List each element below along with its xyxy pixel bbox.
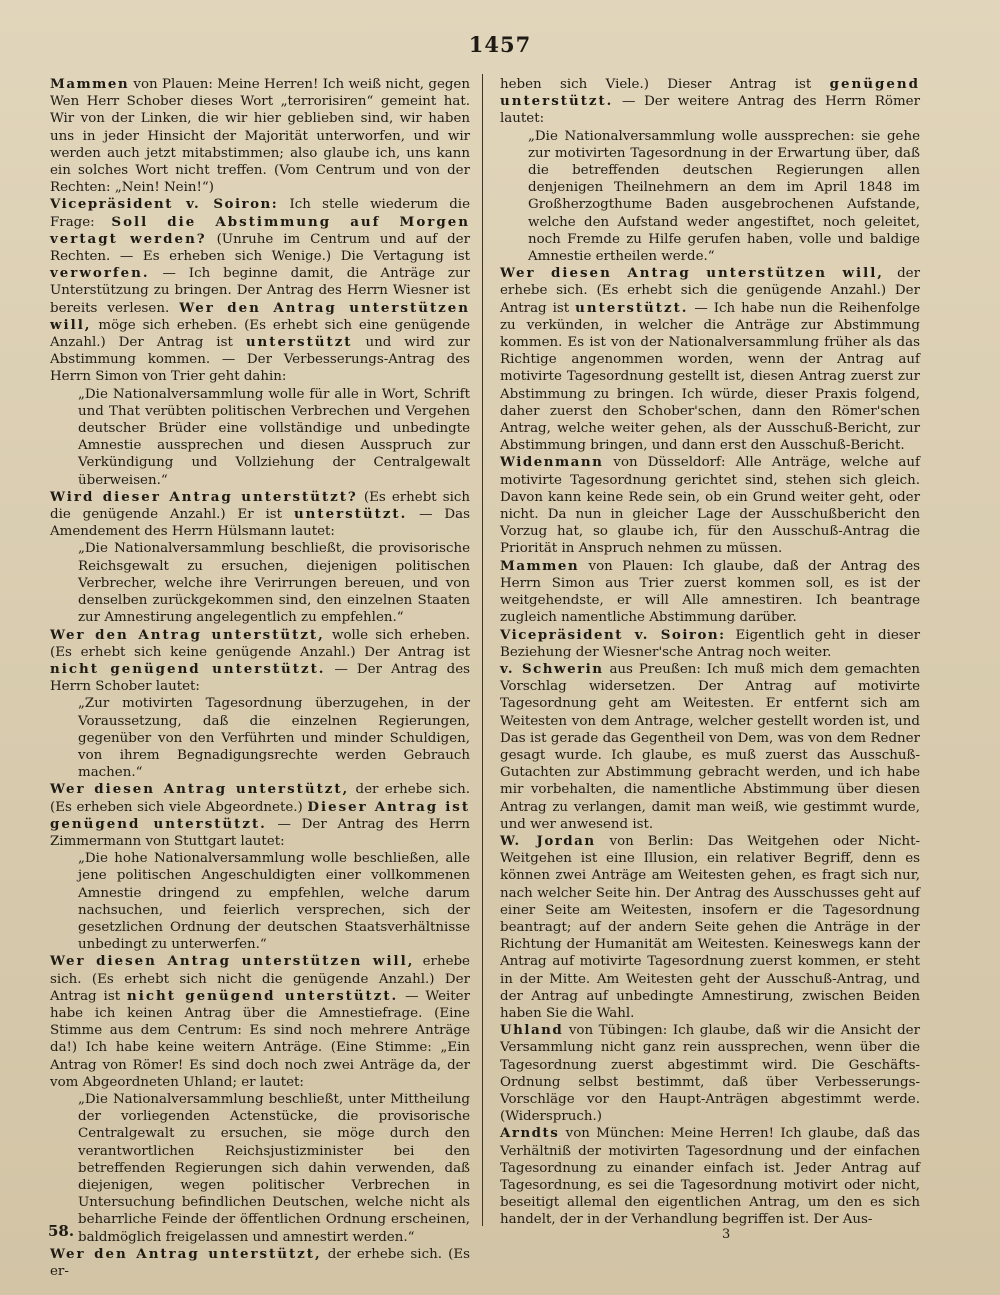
page-number: 1457 xyxy=(468,32,532,57)
paragraph: Mammen von Plauen: Meine Herren! Ich weiß nicht, gegen Wen Herr Schober dieses Wort „terrorisiren“ gemeint hat. Wir von der Linken, die wir hier geblieben sind, wir haben uns in jeder Hinsicht der Majorität unterworfen, und wir werden auch jetzt mitabstimmen; also glaube ich, uns kann ein solches Wort nicht treffen. (Vom Centrum und von der Rechten: „Nein! Nein!“) xyxy=(50,76,470,196)
paragraph: Wird dieser Antrag unterstützt? (Es erhebt sich die genügende Anzahl.) Er ist unterstützt. — Das Amendement des Herrn Hülsmann lautet: xyxy=(50,488,471,540)
speaker-name: Mammen xyxy=(50,76,130,92)
speaker-name: Uhland xyxy=(500,1022,564,1039)
paragraph: Wer diesen Antrag unterstützen will, der erhebe sich. (Es erhebt sich die genügende Anzahl.) Der Antrag ist unterstützt. — Ich habe nun die Reihenfolge zu verkünden, in welcher die Anträge zur Abstimmung kommen. Es ist von der Nationalversammlung früher als das Richtige angenommen worden, wenn der Antrag auf motivirte Tagesordnung gestellt ist, diesen Antrag zuerst zur Abstimmung zu bringen. Ich würde, dieser Praxis folgend, daher zuerst den Schober'schen, dann den Römer'schen Antrag, welche weiter gehen, als der Ausschuß-Bericht, zur Abstimmung bringen, und dann erst den Ausschuß-Bericht. xyxy=(500,265,921,454)
paragraph: W. Jordan von Berlin: Das Weitgehen oder Nicht-Weitgehen ist eine Illusion, ein relativer Begriff, denn es können zwei Anträge am Weitesten gehen, es fragt sich nur, nach welcher Seite hin. Der Antrag des Ausschusses geht auf einer Seite am Weitesten, insofern er die Tagesordnung beantragt; auf der andern Seite gehen die Anträge in der Richtung der Humanität am Weitesten. Keineswegs kann der Antrag auf motivirte Tagesordnung zuerst kommen, er steht in der Mitte. Am Weitesten geht der Ausschuß-Antrag, und der Antrag auf unbedingte Amnestirung, zwischen Beiden haben Sie die Wahl. xyxy=(500,832,921,1021)
paragraph: Arndts von München: Meine Herren! Ich glaube, daß das Verhältniß der motivirten Tagesordnung und der einfachen Tagesordnung zu einander einfach ist. Jeder Antrag auf Tagesordnung, es sei die Tagesordnung motivirt oder nicht, beseitigt allemal den eigentlichen Antrag, um den es sich handelt, der in der Verhandlung begriffen ist. Der Aus- xyxy=(500,1125,920,1228)
paragraph: Wer den Antrag unterstützt, wolle sich erheben. (Es erhebt sich keine genügende Anzahl.) Der Antrag ist nicht genügend unterstützt. — Der Antrag des Herrn Schober lautet: xyxy=(50,626,471,695)
paragraph: Widenmann von Düsseldorf: Alle Anträge, welche auf motivirte Tagesordnung gerichtet sind, stehen sich gleich. Davon kann keine Rede sein, ob ein Grund weiter geht, oder nicht. Da nun in gleicher Lage der Ausschußbericht den Vorzug hat, so glaube ich, für den Ausschuß-Antrag die Priorität in Anspruch nehmen zu müssen. xyxy=(500,454,920,557)
quoted-motion: „Zur motivirten Tagesordnung überzugehen, in der Voraussetzung, daß die einzelnen Regierungen, gegenüber von den Verführten und minder Schuldigen, von ihrem Begnadigungsrechte werden Gebrauch machen.“ xyxy=(78,696,470,781)
speaker-name: Widenmann xyxy=(500,454,604,471)
quoted-motion: „Die Nationalversammlung beschließt, unter Mittheilung der vorliegenden Actenstücke, die provisorische Centralgewalt zu ersuchen, sie möge durch den verantwortlichen Reichsjustizminister bei den betreffenden Regierungen sich dahin verwenden, daß diejenigen, wegen politischer Verbrechen in Untersuchung befindlichen Deutschen, welche nicht als beharrliche Feinde der öffentlichen Ordnung erscheinen, baldmöglich freigelassen und amnestirt werden.“ xyxy=(78,1091,470,1245)
left-column xyxy=(50,76,470,1280)
quoted-motion: „Die Nationalversammlung wolle aussprechen: sie gehe zur motivirten Tagesordnung in der Erwartung über, daß die betreffenden deutschen Regierungen allen denjenigen Theilnehmern an dem im April 1848 im Großherzogthume Baden ausgebrochenen Aufstande, welche den Aufstand weder angestiftet, noch geleitet, noch Fremde zu Hilfe gerufen haben, volle und baldige Amnestie ertheilen werde.“ xyxy=(528,128,920,265)
paragraph: Wer den Antrag unterstützt, der erhebe sich. (Es er- xyxy=(50,1245,471,1280)
speaker-name: Vicepräsident v. Soiron: xyxy=(50,196,279,213)
speaker-name: W. Jordan xyxy=(500,832,596,849)
paragraph: Vicepräsident v. Soiron: Eigentlich geht in dieser Beziehung der Wiesner'sche Antrag noch weiter. xyxy=(500,626,920,660)
paragraph: Wer diesen Antrag unterstützen will, erhebe sich. (Es erhebt sich nicht die genügende Anzahl.) Der Antrag ist nicht genügend unterstützt. — Weiter habe ich keinen Antrag über die Amnestiefrage. (Eine Stimme aus dem Centrum: Es sind noch mehrere Anträge da!) Ich habe keine weitern Anträge. (Eine Stimme: „Ein Antrag von Römer! Es sind doch noch zwei Anträge da, der vom Abgeordneten Uhland; er lautet: xyxy=(50,953,470,1090)
paragraph: Wer diesen Antrag unterstützt, der erhebe sich. (Es erheben sich viele Abgeordnete.) Dieser Antrag ist genügend unterstützt. — Der Antrag des Herrn Zimmermann von Stuttgart lautet: xyxy=(50,781,471,849)
paragraph: Vicepräsident v. Soiron: Ich stelle wiederum die Frage: Soll die Abstimmung auf Morgen vertagt werden? (Unruhe im Centrum und auf der Rechten. — Es erheben sich Wenige.) Die Vertagung ist verworfen. — Ich beginne damit, die Anträge zur Unterstützung zu bringen. Der Antrag des Herrn Wiesner ist bereits verlesen. Wer den Antrag unterstützen will, möge sich erheben. (Es erhebt sich eine genügende Anzahl.) Der Antrag ist unterstützt und wird zur Abstimmung kommen. — Der Verbesserungs-Antrag des Herrn Simon von Trier geht dahin: xyxy=(50,196,470,385)
paragraph: v. Schwerin aus Preußen: Ich muß mich dem gemachten Vorschlag widersetzen. Der Antrag auf motivirte Tagesordnung geht am Weitesten. Er entfernt sich am Weitesten von dem Antrage, welcher gestellt worden ist, und Das ist gerade das Gegentheil von Dem, was von dem Redner gesagt wurde. Ich glaube, es muß zuerst das Ausschuß-Gutachten zur Abstimmung gebracht werden, und ich habe mir vorbehalten, die namentliche Abstimmung über diesen Antrag zu verlangen, damit man weiß, wie gestimmt wurde, und wer anwesend ist. xyxy=(500,660,920,832)
quoted-motion: „Die Nationalversammlung beschließt, die provisorische Reichsgewalt zu ersuchen, diejenigen politischen Verbrecher, welche ihre Verirrungen bereuen, und von denselben zurückgekommen sind, den einzelnen Staaten zur Amnestirung angelegentlich zu empfehlen.“ xyxy=(78,541,470,626)
speaker-name: Mammen xyxy=(500,557,580,574)
quoted-motion: „Die hohe Nationalversammlung wolle beschließen, alle jene politischen Angeschuldigten einer vollkommenen Amnestie dringend zu empfehlen, welche darum nachsuchen, und feierlich versprechen, sich der gesetzlichen Ordnung der deutschen Staatsverhältnisse unbedingt zu unterwerfen.“ xyxy=(78,851,470,953)
speaker-name: Vicepräsident v. Soiron: xyxy=(500,626,726,643)
column-divider xyxy=(482,74,483,1226)
quoted-motion: „Die Nationalversammlung wolle für alle in Wort, Schrift und That verübten politischen Verbrechen und Vergehen deutscher Brüder eine vollständige und unbedingte Amnestie aussprechen und diesen Ausspruch zur Verkündigung und Vollziehung der Centralgewalt überweisen.“ xyxy=(78,386,470,488)
sheet-mark: 3 xyxy=(722,1227,731,1242)
speaker-name: v. Schwerin xyxy=(500,660,604,677)
paragraph: heben sich Viele.) Dieser Antrag ist genügend unterstützt. — Der weitere Antrag des Herrn Römer lautet: xyxy=(500,76,920,127)
paragraph: Uhland von Tübingen: Ich glaube, daß wir die Ansicht der Versammlung nicht ganz rein aussprechen, wenn über die Tagesordnung zuerst abgestimmt wird. Die Geschäfts-Ordnung selbst bestimmt, daß über Verbesserungs-Vorschläge vor den Haupt-Anträgen abgestimmt werde. (Widerspruch.) xyxy=(500,1022,920,1125)
right-column xyxy=(500,76,920,1229)
paragraph: Mammen von Plauen: Ich glaube, daß der Antrag des Herrn Simon aus Trier zuerst kommen soll, es ist der weitgehendste, er will Alle amnestiren. Ich beantrage zugleich namentliche Abstimmung darüber. xyxy=(500,557,920,626)
speaker-name: Arndts xyxy=(500,1125,560,1142)
signature-mark: 58. xyxy=(48,1222,75,1240)
